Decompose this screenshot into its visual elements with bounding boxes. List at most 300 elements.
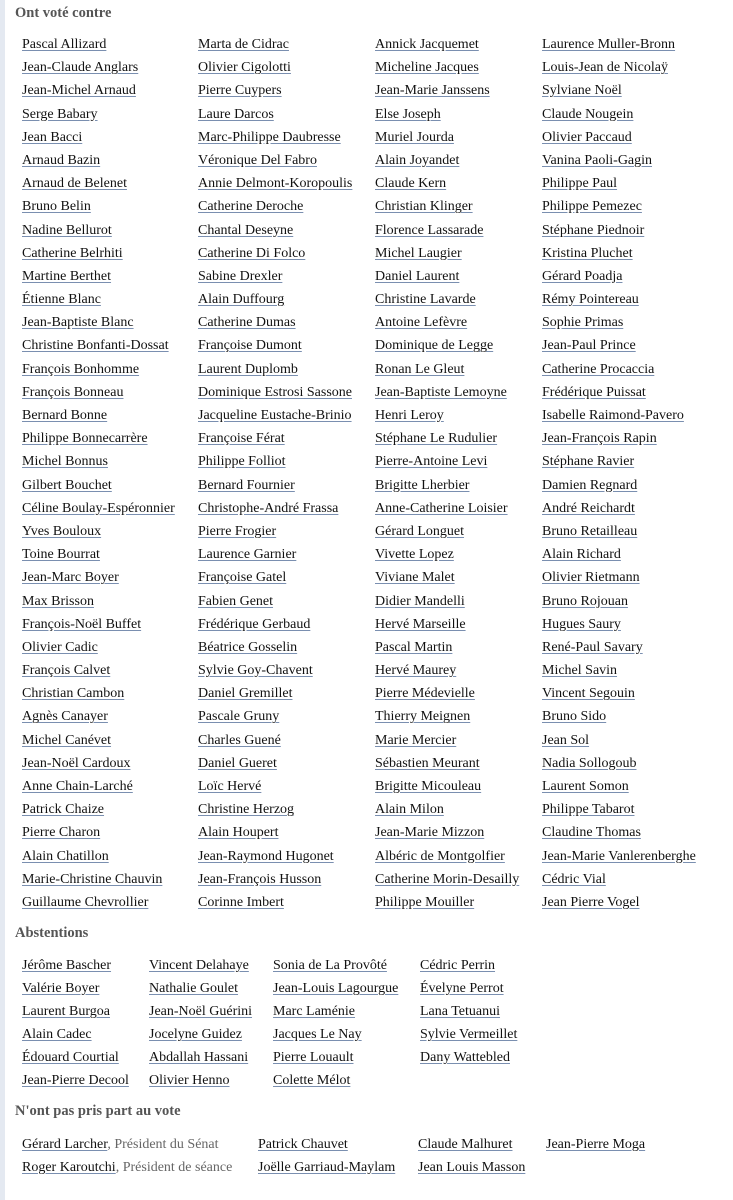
list-item: [375, 590, 519, 613]
senator-link[interactable]: Alain Richard: [542, 547, 621, 563]
senator-link[interactable]: Pascal Martin: [375, 639, 453, 655]
senator-link[interactable]: Sylvie Goy-Chavent: [198, 663, 313, 679]
list-item: [198, 497, 352, 520]
list-item: [198, 381, 352, 404]
senator-link[interactable]: Jean-Pierre Moga: [546, 1137, 646, 1152]
list-item: [273, 1023, 398, 1046]
list-item: [22, 288, 175, 311]
senator-link[interactable]: Daniel Gueret: [198, 755, 277, 771]
list-item: [375, 172, 519, 195]
list-item: [22, 1000, 129, 1023]
against-column-1: [22, 33, 175, 914]
list-item: [22, 126, 175, 149]
list-item: [22, 543, 175, 566]
senator-link[interactable]: Vanina Paoli-Gagin: [542, 152, 653, 168]
list-item: [542, 845, 696, 868]
senator-link[interactable]: Sabine Drexler: [198, 268, 283, 284]
senator-link[interactable]: Alain Duffourg: [198, 292, 285, 308]
senator-link[interactable]: Jean Louis Masson: [418, 1160, 526, 1175]
senator-link[interactable]: Philippe Tabarot: [542, 802, 635, 818]
abstentions-column-4: [420, 954, 517, 1069]
senator-link[interactable]: Bruno Retailleau: [542, 523, 638, 539]
list-item: [198, 404, 352, 427]
list-item: [375, 729, 519, 752]
senator-link[interactable]: Claudine Thomas: [542, 825, 641, 841]
senator-link[interactable]: Jean-Baptiste Blanc: [22, 315, 134, 331]
senator-link[interactable]: Stéphane Le Rudulier: [375, 431, 498, 447]
senator-link[interactable]: Olivier Rietmann: [542, 570, 640, 586]
senator-link[interactable]: Patrick Chauvet: [258, 1137, 348, 1152]
list-item: [542, 56, 696, 79]
senator-link[interactable]: François Bonneau: [22, 384, 124, 400]
list-item: [22, 404, 175, 427]
not-voting-entry: [546, 1135, 645, 1155]
list-item: [542, 682, 696, 705]
senator-link[interactable]: Nathalie Goulet: [149, 981, 239, 997]
senator-link[interactable]: Corinne Imbert: [198, 894, 284, 910]
list-item: [22, 613, 175, 636]
list-item: [420, 1046, 517, 1069]
list-item: [198, 566, 352, 589]
senator-link[interactable]: Philippe Folliot: [198, 454, 286, 470]
senator-link[interactable]: Céline Boulay-Espéronnier: [22, 500, 175, 516]
senator-link[interactable]: Annick Jacquemet: [375, 37, 479, 52]
senator-link[interactable]: Thierry Meignen: [375, 709, 471, 725]
senator-link[interactable]: Laurent Duplomb: [198, 361, 298, 377]
senator-link[interactable]: Pascale Gruny: [198, 709, 280, 725]
senator-link[interactable]: Jean-Raymond Hugonet: [198, 848, 334, 864]
senator-link[interactable]: Jean-Marie Vanlerenberghe: [542, 848, 696, 864]
senator-link[interactable]: Roger Karoutchi: [22, 1160, 116, 1175]
senator-link[interactable]: Sébastien Meurant: [375, 755, 480, 771]
senator-link[interactable]: Béatrice Gosselin: [198, 639, 298, 655]
senator-link[interactable]: Pascal Allizard: [22, 37, 107, 52]
senator-link[interactable]: Alain Chatillon: [22, 848, 109, 864]
list-item: [198, 33, 352, 56]
senator-link[interactable]: Jacqueline Eustache-Brinio: [198, 408, 352, 423]
senator-link[interactable]: Cédric Perrin: [420, 958, 496, 973]
list-item: [542, 590, 696, 613]
senator-link[interactable]: Frédérique Gerbaud: [198, 616, 311, 632]
list-item: [375, 798, 519, 821]
senator-link[interactable]: Jean-Noël Guérini: [149, 1004, 253, 1020]
list-item: [198, 195, 352, 218]
list-item: [375, 659, 519, 682]
senator-link[interactable]: Sylvie Vermeillet: [420, 1027, 518, 1043]
senator-link[interactable]: Philippe Paul: [542, 176, 618, 192]
list-item: [149, 1069, 252, 1092]
list-item: [22, 729, 175, 752]
senator-link[interactable]: Jean-Claude Anglars: [22, 60, 139, 76]
senator-link[interactable]: Dominique Estrosi Sassone: [198, 384, 352, 400]
not-voting-entry: [258, 1135, 348, 1155]
list-item: [542, 103, 696, 126]
senator-link[interactable]: Laure Darcos: [198, 106, 274, 122]
senator-link[interactable]: Anne Chain-Larché: [22, 779, 133, 794]
senator-link[interactable]: Sylviane Noël: [542, 83, 622, 99]
senator-link[interactable]: Anne-Catherine Loisier: [375, 500, 508, 516]
list-item: [542, 636, 696, 659]
senator-link[interactable]: Bruno Rojouan: [542, 593, 628, 609]
senator-link[interactable]: Lana Tetuanui: [420, 1004, 501, 1020]
list-item: [198, 79, 352, 102]
list-item: [420, 954, 517, 977]
list-item: [198, 705, 352, 728]
not-voting-heading: N'ont pas pris part au vote: [15, 1103, 181, 1119]
senator-link[interactable]: Louis-Jean de Nicolaÿ: [542, 60, 668, 76]
list-item: [149, 977, 252, 1000]
senator-link[interactable]: Christine Lavarde: [375, 292, 476, 308]
list-item: [375, 103, 519, 126]
senator-link[interactable]: Claude Malhuret: [418, 1137, 513, 1152]
senator-link[interactable]: Alain Milon: [375, 802, 444, 818]
senator-link[interactable]: Joëlle Garriaud-Maylam: [258, 1160, 396, 1175]
senator-link[interactable]: Albéric de Montgolfier: [375, 848, 505, 864]
list-item: [375, 613, 519, 636]
list-item: [273, 1000, 398, 1023]
senator-link[interactable]: Olivier Cigolotti: [198, 60, 291, 76]
senator-link[interactable]: André Reichardt: [542, 500, 635, 516]
senator-link[interactable]: Chantal Deseyne: [198, 222, 294, 238]
list-item: [420, 1000, 517, 1023]
role-label: , Président du Sénat: [107, 1137, 219, 1152]
senator-link[interactable]: Marta de Cidrac: [198, 37, 289, 52]
senator-link[interactable]: Marie Mercier: [375, 732, 457, 748]
list-item: [22, 474, 175, 497]
senator-link[interactable]: Viviane Malet: [375, 570, 455, 586]
senator-link[interactable]: Christian Klinger: [375, 199, 473, 215]
list-item: [542, 219, 696, 242]
senator-link[interactable]: Pierre-Antoine Levi: [375, 454, 488, 470]
senator-link[interactable]: René-Paul Savary: [542, 639, 643, 655]
against-heading: Ont voté contre: [15, 5, 112, 21]
list-item: [375, 845, 519, 868]
senator-link[interactable]: Françoise Férat: [198, 431, 285, 447]
senator-link[interactable]: Sophie Primas: [542, 315, 624, 331]
senator-link[interactable]: Jean-Louis Lagourgue: [273, 981, 399, 997]
senator-link[interactable]: Laurent Burgoa: [22, 1004, 110, 1020]
senator-link[interactable]: Loïc Hervé: [198, 779, 262, 794]
senator-link[interactable]: Pierre Louault: [273, 1050, 354, 1066]
senator-link[interactable]: Jean Sol: [542, 732, 590, 748]
senator-link[interactable]: Laurent Somon: [542, 779, 629, 794]
senator-link[interactable]: Alain Houpert: [198, 825, 279, 841]
list-item: [198, 311, 352, 334]
list-item: [149, 1046, 252, 1069]
list-item: [542, 705, 696, 728]
senator-link[interactable]: Serge Babary: [22, 106, 98, 122]
senator-link[interactable]: Philippe Pemezec: [542, 199, 642, 215]
senator-link[interactable]: Jean-Marie Janssens: [375, 83, 490, 99]
senator-link[interactable]: Daniel Laurent: [375, 268, 460, 284]
list-item: [375, 891, 519, 914]
list-item: [542, 149, 696, 172]
senator-link[interactable]: Micheline Jacques: [375, 60, 479, 76]
list-item: [542, 752, 696, 775]
senator-link[interactable]: Catherine Morin-Desailly: [375, 871, 520, 887]
senator-link[interactable]: Brigitte Lherbier: [375, 477, 470, 493]
senator-link[interactable]: Pierre Médevielle: [375, 686, 475, 702]
senator-link[interactable]: Hervé Maurey: [375, 663, 457, 679]
list-item: [22, 56, 175, 79]
list-item: [22, 954, 129, 977]
senator-link[interactable]: Olivier Paccaud: [542, 129, 632, 145]
senator-link[interactable]: Édouard Courtial: [22, 1050, 119, 1066]
senator-link[interactable]: Catherine Procaccia: [542, 361, 655, 377]
senator-link[interactable]: Gérard Poadja: [542, 268, 623, 284]
senator-link[interactable]: Dominique de Legge: [375, 338, 494, 354]
senator-link[interactable]: Fabien Genet: [198, 593, 274, 609]
list-item: [198, 543, 352, 566]
senator-link[interactable]: Gilbert Bouchet: [22, 477, 112, 493]
senator-link[interactable]: Isabelle Raimond-Pavero: [542, 408, 684, 423]
senator-link[interactable]: Pierre Frogier: [198, 523, 277, 539]
senator-link[interactable]: Brigitte Micouleau: [375, 779, 482, 794]
senator-link[interactable]: Max Brisson: [22, 593, 94, 609]
senator-link[interactable]: Gérard Longuet: [375, 523, 465, 539]
list-item: [22, 242, 175, 265]
senator-link[interactable]: Françoise Dumont: [198, 338, 302, 354]
senator-link[interactable]: Jean-Michel Arnaud: [22, 83, 136, 99]
senator-link[interactable]: Jean-Paul Prince: [542, 338, 636, 354]
senator-link[interactable]: Claude Kern: [375, 176, 447, 192]
list-item: [22, 79, 175, 102]
senator-link[interactable]: Alain Cadec: [22, 1027, 92, 1043]
list-item: [375, 868, 519, 891]
senator-link[interactable]: Michel Canévet: [22, 732, 112, 748]
list-item: [198, 682, 352, 705]
list-item: [273, 1046, 398, 1069]
list-item: [22, 682, 175, 705]
list-item: [22, 775, 175, 798]
senator-link[interactable]: Claude Nougein: [542, 106, 634, 122]
list-item: [375, 497, 519, 520]
senator-link[interactable]: Vivette Lopez: [375, 547, 454, 563]
senator-link[interactable]: Daniel Gremillet: [198, 686, 293, 702]
senator-link[interactable]: Arnaud de Belenet: [22, 176, 127, 192]
list-item: [542, 33, 696, 56]
senator-link[interactable]: Guillaume Chevrollier: [22, 894, 149, 910]
senator-link[interactable]: Cédric Vial: [542, 871, 606, 887]
senator-link[interactable]: Jacques Le Nay: [273, 1027, 362, 1043]
senator-link[interactable]: Catherine Belrhiti: [22, 245, 123, 261]
senator-link[interactable]: Philippe Bonnecarrère: [22, 431, 148, 447]
list-item: [542, 265, 696, 288]
list-item: [375, 427, 519, 450]
list-item: [22, 172, 175, 195]
list-item: [375, 775, 519, 798]
senator-link[interactable]: Annie Delmont-Koropoulis: [198, 176, 353, 192]
senator-link[interactable]: Florence Lassarade: [375, 222, 484, 238]
senator-link[interactable]: Alain Joyandet: [375, 152, 460, 168]
not-voting-entry: [418, 1135, 512, 1155]
list-item: [198, 798, 352, 821]
list-item: [542, 821, 696, 844]
senator-link[interactable]: Michel Laugier: [375, 245, 462, 261]
senator-link[interactable]: Christine Herzog: [198, 802, 295, 818]
list-item: [22, 520, 175, 543]
list-item: [273, 977, 398, 1000]
senator-link[interactable]: Hervé Marseille: [375, 616, 466, 632]
list-item: [198, 520, 352, 543]
list-item: [542, 242, 696, 265]
list-item: [542, 381, 696, 404]
list-item: [198, 450, 352, 473]
senator-link[interactable]: Laurence Garnier: [198, 547, 297, 563]
senator-link[interactable]: Valérie Boyer: [22, 981, 100, 997]
list-item: [198, 590, 352, 613]
senator-link[interactable]: Else Joseph: [375, 106, 441, 122]
list-item: [542, 520, 696, 543]
senator-link[interactable]: Muriel Jourda: [375, 129, 454, 145]
list-item: [542, 543, 696, 566]
senator-link[interactable]: Stéphane Ravier: [542, 454, 635, 470]
senator-link[interactable]: Nadine Bellurot: [22, 222, 112, 238]
senator-link[interactable]: Christophe-André Frassa: [198, 500, 339, 516]
senator-link[interactable]: Évelyne Perrot: [420, 981, 504, 997]
senator-link[interactable]: Antoine Lefèvre: [375, 315, 468, 331]
senator-link[interactable]: Stéphane Piednoir: [542, 222, 645, 238]
senator-link[interactable]: Charles Guené: [198, 732, 281, 748]
list-item: [198, 56, 352, 79]
list-item: [198, 474, 352, 497]
senator-link[interactable]: Colette Mélot: [273, 1073, 351, 1089]
senator-link[interactable]: Patrick Chaize: [22, 802, 105, 818]
senator-link[interactable]: Jean Bacci: [22, 129, 83, 145]
list-item: [542, 172, 696, 195]
senator-link[interactable]: Dany Wattebled: [420, 1050, 510, 1066]
senator-link[interactable]: Nadia Sollogoub: [542, 755, 637, 771]
senator-link[interactable]: Bernard Fournier: [198, 477, 295, 493]
list-item: [273, 1069, 398, 1092]
senator-link[interactable]: Françoise Gatel: [198, 570, 287, 586]
senator-link[interactable]: Olivier Henno: [149, 1073, 230, 1089]
senator-link[interactable]: Agnès Canayer: [22, 709, 108, 725]
senator-link[interactable]: Jean-François Rapin: [542, 431, 657, 447]
list-item: [375, 242, 519, 265]
senator-link[interactable]: Bruno Belin: [22, 199, 91, 215]
senator-link[interactable]: Jean-Noël Cardoux: [22, 755, 131, 771]
list-item: [542, 798, 696, 821]
senator-link[interactable]: Jérôme Bascher: [22, 958, 112, 973]
abstentions-heading: Abstentions: [15, 925, 89, 941]
list-item: [542, 450, 696, 473]
list-item: [375, 79, 519, 102]
list-item: [22, 497, 175, 520]
senator-link[interactable]: Bruno Sido: [542, 709, 607, 725]
senator-link[interactable]: Olivier Cadic: [22, 639, 98, 655]
senator-link[interactable]: Didier Mandelli: [375, 593, 465, 609]
list-item: [198, 752, 352, 775]
list-item: [198, 126, 352, 149]
senator-link[interactable]: Véronique Del Fabro: [198, 152, 317, 168]
senator-link[interactable]: Martine Berthet: [22, 268, 112, 284]
list-item: [273, 954, 398, 977]
list-item: [375, 311, 519, 334]
list-item: [542, 775, 696, 798]
senator-link[interactable]: Hugues Saury: [542, 616, 621, 632]
senator-link[interactable]: Rémy Pointereau: [542, 292, 639, 308]
list-item: [198, 613, 352, 636]
senator-link[interactable]: Damien Regnard: [542, 477, 638, 493]
senator-link[interactable]: Jean-Pierre Decool: [22, 1073, 129, 1089]
list-item: [375, 126, 519, 149]
senator-link[interactable]: Étienne Blanc: [22, 292, 101, 308]
senator-link[interactable]: Christian Cambon: [22, 686, 125, 702]
senator-link[interactable]: Jean-Baptiste Lemoyne: [375, 384, 507, 400]
list-item: [22, 427, 175, 450]
senator-link[interactable]: François-Noël Buffet: [22, 616, 142, 632]
senator-link[interactable]: François Bonhomme: [22, 361, 140, 377]
list-item: [22, 977, 129, 1000]
senator-link[interactable]: Frédérique Puissat: [542, 384, 646, 400]
senator-link[interactable]: Marie-Christine Chauvin: [22, 871, 163, 887]
senator-link[interactable]: Sonia de La Provôté: [273, 958, 387, 973]
senator-link[interactable]: Gérard Larcher: [22, 1137, 108, 1152]
senator-link[interactable]: Vincent Delahaye: [149, 958, 249, 973]
senator-link[interactable]: Christine Bonfanti-Dossat: [22, 338, 169, 354]
senator-link[interactable]: Philippe Mouiller: [375, 894, 475, 910]
senator-link[interactable]: Vincent Segouin: [542, 686, 635, 702]
senator-link[interactable]: Arnaud Bazin: [22, 152, 101, 168]
senator-link[interactable]: Jean Pierre Vogel: [542, 894, 640, 910]
list-item: [542, 659, 696, 682]
senator-link[interactable]: Jocelyne Guidez: [149, 1027, 242, 1043]
role-label: , Président de séance: [115, 1160, 233, 1175]
senator-link[interactable]: Jean-Marie Mizzon: [375, 825, 485, 841]
senator-link[interactable]: Laurence Muller-Bronn: [542, 37, 676, 52]
list-item: [375, 566, 519, 589]
senator-link[interactable]: Toine Bourrat: [22, 547, 100, 563]
list-item: [22, 1069, 129, 1092]
senator-link[interactable]: Catherine Dumas: [198, 315, 296, 331]
list-item: [22, 752, 175, 775]
senator-link[interactable]: Michel Savin: [542, 663, 618, 679]
senator-link[interactable]: Bernard Bonne: [22, 408, 108, 423]
senator-link[interactable]: Abdallah Hassani: [149, 1050, 249, 1066]
senator-link[interactable]: Marc-Philippe Daubresse: [198, 129, 341, 145]
senator-link[interactable]: Marc Laménie: [273, 1004, 356, 1020]
senator-link[interactable]: Michel Bonnus: [22, 454, 108, 470]
list-item: [375, 821, 519, 844]
list-item: [375, 682, 519, 705]
list-item: [542, 891, 696, 914]
senator-link[interactable]: Ronan Le Gleut: [375, 361, 465, 377]
list-item: [375, 195, 519, 218]
senator-link[interactable]: Catherine Deroche: [198, 199, 304, 215]
senator-link[interactable]: Pierre Charon: [22, 825, 101, 841]
against-column-3: [375, 33, 519, 914]
senator-link[interactable]: François Calvet: [22, 663, 111, 679]
list-item: [22, 705, 175, 728]
list-item: [22, 219, 175, 242]
abstentions-column-1: [22, 954, 129, 1093]
senator-link[interactable]: Yves Bouloux: [22, 523, 102, 539]
list-item: [22, 381, 175, 404]
list-item: [375, 474, 519, 497]
list-item: [542, 613, 696, 636]
senator-link[interactable]: Pierre Cuypers: [198, 83, 282, 99]
list-item: [22, 195, 175, 218]
list-item: [542, 79, 696, 102]
senator-link[interactable]: Catherine Di Folco: [198, 245, 306, 261]
senator-link[interactable]: Kristina Pluchet: [542, 245, 633, 261]
list-item: [542, 497, 696, 520]
list-item: [198, 845, 352, 868]
senator-link[interactable]: Jean-Marc Boyer: [22, 570, 119, 586]
senator-link[interactable]: Henri Leroy: [375, 408, 444, 423]
senator-link[interactable]: Jean-François Husson: [198, 871, 322, 887]
